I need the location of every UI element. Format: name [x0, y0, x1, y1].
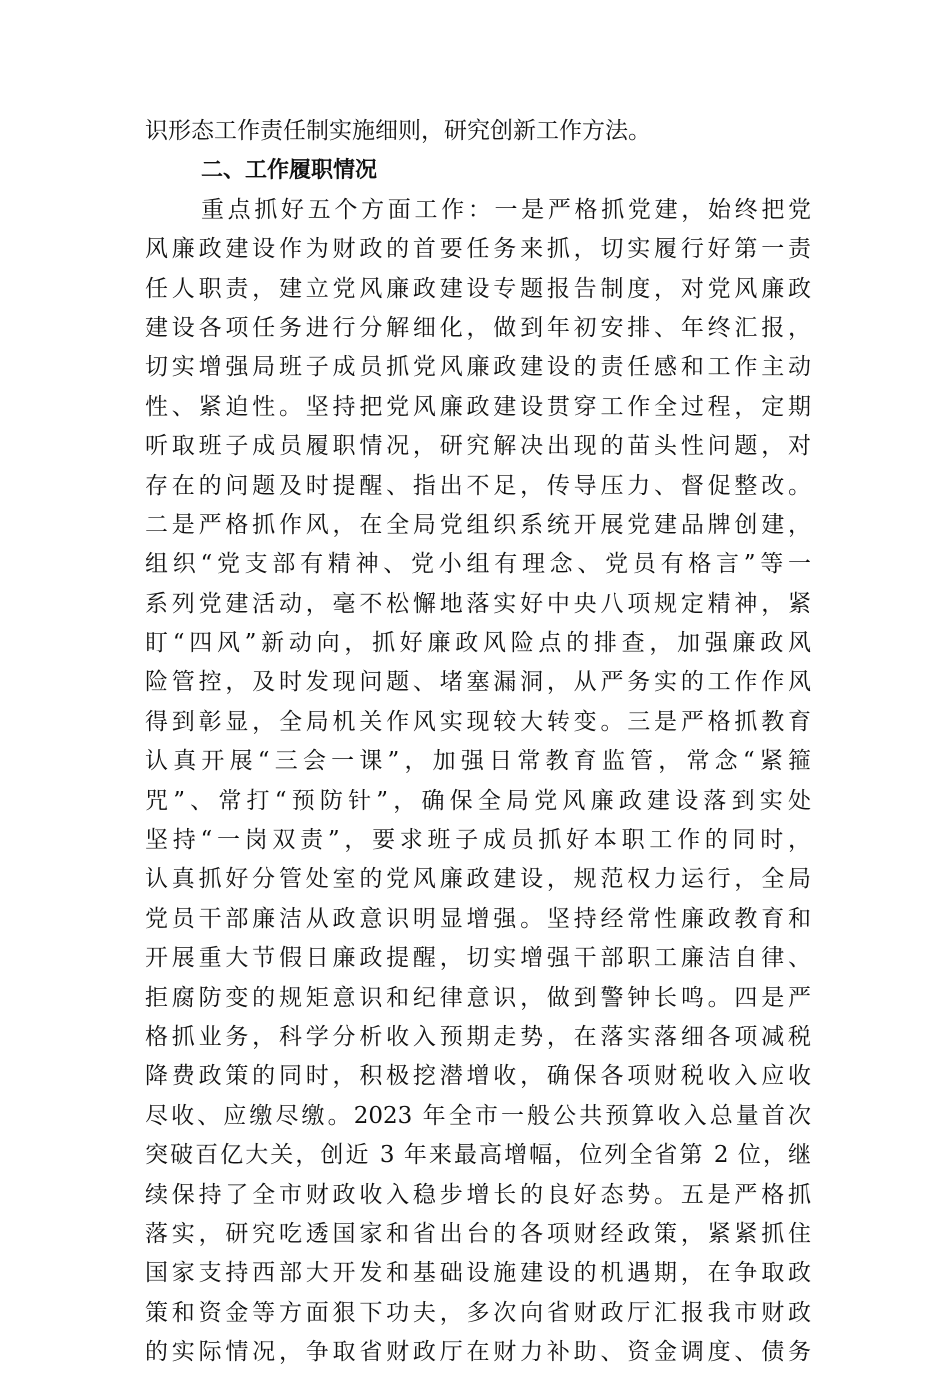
body-line: 认真抓好分管处室的党风廉政建设，规范权力运行，全局	[145, 866, 811, 893]
paragraph-body	[145, 230, 811, 1372]
body-line: 盯“四风”新动向，抓好廉政风险点的排查，加强廉政风	[145, 630, 811, 657]
body-line: 组织“党支部有精神、党小组有理念、党员有格言”等一	[145, 551, 811, 578]
paragraph-first-line: 重点抓好五个方面工作：一是严格抓党建，始终把党	[201, 196, 811, 223]
body-line: 风廉政建设作为财政的首要任务来抓，切实履行好第一责	[145, 236, 811, 263]
body-line: 开展重大节假日廉政提醒，切实增强干部职工廉洁自律、	[145, 945, 811, 972]
body-line: 尽收、应缴尽缴。2023 年全市一般公共预算收入总量首次	[145, 1102, 811, 1129]
body-line: 策和资金等方面狠下功夫，多次向省财政厅汇报我市财政	[145, 1299, 811, 1326]
body-line: 突破百亿大关，创近 3 年来最高增幅，位列全省第 2 位，继	[145, 1142, 811, 1169]
body-line: 坚持“一岗双责”，要求班子成员抓好本职工作的同时，	[145, 827, 811, 854]
body-line: 存在的问题及时提醒、指出不足，传导压力、督促整改。	[145, 472, 811, 499]
body-line: 听取班子成员履职情况，研究解决出现的苗头性问题，对	[145, 433, 811, 460]
body-line: 落实，研究吃透国家和省出台的各项财经政策，紧紧抓住	[145, 1220, 811, 1247]
body-line: 拒腐防变的规矩意识和纪律意识，做到警钟长鸣。四是严	[145, 984, 811, 1011]
body-line: 识形态工作责任制实施细则，研究创新工作方法。	[145, 118, 651, 144]
document-body	[145, 112, 811, 1373]
section-heading: 二、工作履职情况	[201, 158, 378, 184]
body-line: 续保持了全市财政收入稳步增长的良好态势。五是严格抓	[145, 1181, 811, 1208]
body-line: 得到彰显，全局机关作风实现较大转变。三是严格抓教育	[145, 708, 811, 735]
body-line: 切实增强局班子成员抓党风廉政建设的责任感和工作主动	[145, 354, 811, 381]
body-line: 任人职责，建立党风廉政建设专题报告制度，对党风廉政	[145, 275, 811, 302]
body-line: 国家支持西部大开发和基础设施建设的机遇期，在争取政	[145, 1260, 811, 1287]
body-line: 咒”、常打“预防针”，确保全局党风廉政建设落到实处	[145, 787, 811, 814]
body-line: 格抓业务，科学分析收入预期走势，在落实落细各项减税	[145, 1023, 811, 1050]
body-line: 党员干部廉洁从政意识明显增强。坚持经常性廉政教育和	[145, 905, 811, 932]
body-line: 建设各项任务进行分解细化，做到年初安排、年终汇报，	[145, 314, 811, 341]
body-line: 险管控，及时发现问题、堵塞漏洞，从严务实的工作作风	[145, 669, 811, 696]
body-line: 系列党建活动，毫不松懈地落实好中央八项规定精神，紧	[145, 590, 811, 617]
body-line: 性、紧迫性。坚持把党风廉政建设贯穿工作全过程，定期	[145, 393, 811, 420]
body-line: 降费政策的同时，积极挖潜增收，确保各项财税收入应收	[145, 1063, 811, 1090]
body-line: 认真开展“三会一课”，加强日常教育监管，常念“紧箍	[145, 748, 811, 775]
body-line: 的实际情况，争取省财政厅在财力补助、资金调度、债务	[145, 1339, 811, 1366]
body-line: 二是严格抓作风，在全局党组织系统开展党建品牌创建，	[145, 511, 811, 538]
